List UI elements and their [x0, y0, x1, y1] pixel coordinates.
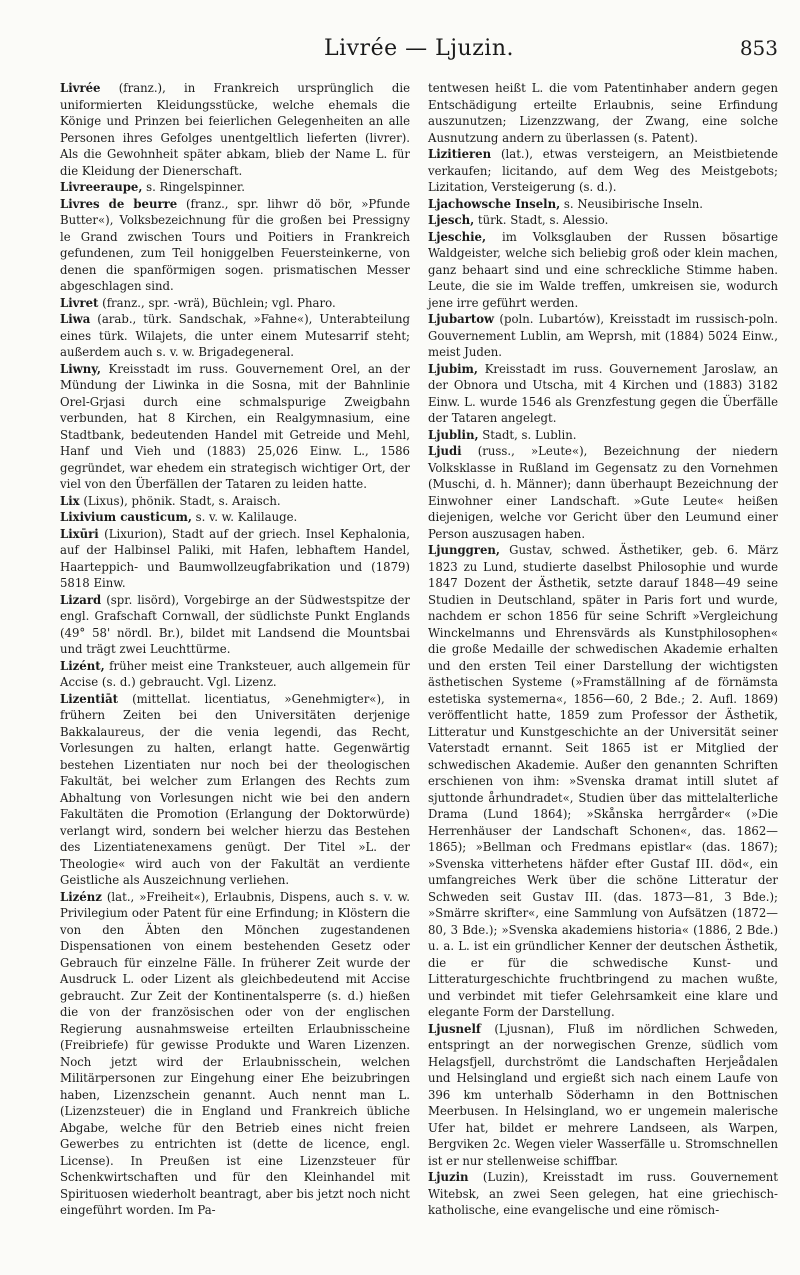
- entry-text: (mittellat. licentiatus, »Genehmigter«), in frühern Zeiten bei den Universitäten derjenige Bakkalaureus, der die venia legendi, das Recht, Vorlesungen zu halten, erlangt hatte. Gegenwärtig bestehen Lizentiaten nur noch bei der theologischen Fakultät, bei welcher zum Erlangen des Rechts zum Abhaltung von Vorlesungen nicht wie bei den andern Fakultäten die Promotion (Erlangung der Doktorwürde) verlangt wird, sondern bei welcher hierzu das Bestehen des Lizentiatenexamens genügt. Der Titel »L. der Theologie« wird auch von der Fakultät an verdiente Geistliche als Auszeichnung verliehen.: [60, 691, 410, 887]
- entry-text: s. v. w. Kalilauge.: [195, 510, 298, 524]
- entry-headword: Ljublin,: [428, 427, 479, 442]
- text-columns: [60, 80, 778, 1219]
- entry-text: (russ., »Leute«), Bezeichnung der niedern Volksklasse in Rußland im Gegensatz zu den Vornehmen (Muschi, d. h. Männer); dann überhaupt Bezeichnung der Einwohner einer Landschaft. »Gute Leute« heißen diejenigen, welche vor Gericht über den Leumund einer Person auszusagen haben.: [428, 444, 778, 541]
- dictionary-entry: [428, 1169, 778, 1219]
- entry-text: s. Neusibirische Inseln.: [563, 196, 704, 211]
- entry-headword: Lizitieren: [428, 147, 492, 161]
- dictionary-entry: [60, 889, 410, 1219]
- entry-headword: Ljachowsche Inseln,: [428, 196, 561, 211]
- dictionary-entry: [428, 443, 778, 542]
- entry-headword: Livrée: [60, 81, 101, 95]
- entry-text: (Ljusnan), Fluß im nördlichen Schweden, entspringt an der norwegischen Grenze, südlich vom Helagsfjell, durchströmt die Landschaften Herjeådalen und Helsingland und ergießt sich nach einem Laufe von 396 km unterhalb Söderhamn in den Bottnischen Meerbusen. In Helsingland, wo er ungemein malerische Ufer hat, bildet er mehrere Landseen, als Warpen, Bergviken 2c. Wegen vieler Wasserfälle u. Stromschnellen ist er nur stellenweise schiffbar.: [428, 1021, 778, 1168]
- entry-text: (spr. lisörd), Vorgebirge an der Südwestspitze der engl. Grafschaft Cornwall, der südlichste Punkt Englands (49° 58' nördl. Br.), bildet mit Landsend die Mountsbai und trägt zwei Leuchttürme.: [60, 592, 410, 656]
- entry-headword: Lizént,: [60, 658, 105, 673]
- entry-headword: Ljeschie,: [428, 229, 487, 244]
- entry-text: (Lixurion), Stadt auf der griech. Insel Kephalonia, auf der Halbinsel Paliki, mit Hafen, lebhaftem Handel, Haarteppich- und Baumwollzeugfabrikation und (1879) 5818 Einw.: [60, 526, 410, 590]
- dictionary-entry: [60, 361, 410, 493]
- entry-headword: Livret: [60, 295, 99, 310]
- page-header: [60, 36, 778, 70]
- dictionary-entry: [60, 179, 410, 196]
- entry-headword: Ljesch,: [428, 213, 475, 227]
- entry-text: Gustav, schwed. Ästhetiker, geb. 6. März 1823 zu Lund, studierte daselbst Philosophie und wurde 1847 Dozent der Ästhetik, setzte darauf 1848—49 seine Studien in Deutschland, später in Paris fort und wurde, nachdem er schon 1856 für seine Schrift »Vergleichung Winckelmanns und Ehrensvärds als Kunstphilosophen« die große Medaille der schwedischen Akademie erhalten und den ersten Teil einer Darstellung der wichtigsten ästhetischen Systeme (»Framställning af de förnämsta estetiska systemerna«, 1856—60, 2 Bde.; 2. Aufl. 1869) veröffentlicht hatte, 1859 zum Professor der Ästhetik, Litteratur und Kunstgeschichte an der Universität seiner Vaterstadt ernannt. Seit 1865 ist er Mitglied der schwedischen Akademie. Außer den genannten Schriften erschienen von ihm: »Svenska dramat intill slutet af sjuttonde århundradet«, Studien über das mittelalterliche Drama (Lund 1864); »Skånska herrgårder« (»Die Herrenhäuser der Landschaft Schonen«, das. 1862—1865); »Bellman och Fredmans epistlar« (das. 1867); »Svenska vitterhetens häfder efter Gustaf III. död«, ein umfangreiches Werk über die schöne Litteratur der Schweden seit Gustav III. (das. 1873—81, 3 Bde.); »Smärre skrifter«, eine Sammlung von Aufsätzen (1872—80, 3 Bde.); »Svenska akademiens historia« (1886, 2 Bde.) u. a. L. ist ein gründlicher Kenner der deutschen Ästhetik, die er für die schwedische Kunst- und Litteraturgeschichte fruchtbringend zu machen wußte, und verbindet mit tiefer Gelehrsamkeit eine klare und elegante Form der Darstellung.: [428, 543, 778, 1019]
- dictionary-entry: [60, 658, 410, 691]
- entry-text: (poln. Lubartów), Kreisstadt im russisch-poln. Gouvernement Lublin, am Weprsh, mit (1884) 5024 Einw., meist Juden.: [428, 312, 778, 359]
- entry-headword: Ljusnelf: [428, 1021, 481, 1036]
- entry-text: s. Ringelspinner.: [146, 180, 245, 194]
- dictionary-entry: [60, 592, 410, 658]
- entry-text: Kreisstadt im russ. Gouvernement Jaroslaw, an der Obnora und Utscha, mit 4 Kirchen und (1883) 3182 Einw. L. wurde 1546 als Grenzfestung gegen die Überfälle der Tataren angelegt.: [428, 361, 779, 425]
- entry-headword: Lixivium causticum,: [60, 510, 192, 524]
- entry-headword: Lizénz: [60, 889, 102, 904]
- entry-text: Stadt, s. Lublin.: [482, 427, 577, 442]
- running-head: Livrée — Ljuzin.: [323, 36, 514, 61]
- dictionary-entry: [428, 196, 778, 213]
- entry-headword: Liwny,: [60, 361, 101, 376]
- entry-text: früher meist eine Tranksteuer, auch allgemein für Accise (s. d.) gebraucht. Vgl. Lizenz.: [60, 658, 410, 689]
- dictionary-entry: [60, 311, 410, 361]
- entry-text: (Lixus), phönik. Stadt, s. Araisch.: [83, 493, 281, 508]
- dictionary-entry: [60, 80, 410, 179]
- entry-text: (franz., spr. -wrä), Büchlein; vgl. Pharo.: [102, 295, 336, 310]
- entry-headword: Liwa: [60, 312, 91, 326]
- dictionary-entry: [60, 509, 410, 526]
- entry-headword: Lix: [60, 493, 80, 508]
- entry-headword: Ljuzin: [428, 1170, 469, 1184]
- dictionary-entry: [428, 427, 778, 444]
- entry-text: tentwesen heißt L. die vom Patentinhaber andern gegen Entschädigung erteilte Erlaubnis, seine Erfindung auszunutzen; Lizenzzwang, der Zwang, eine solche Ausnutzung andern zu überlassen (s. Patent).: [428, 81, 778, 145]
- entry-headword: Lizentiāt: [60, 691, 119, 706]
- entry-headword: Livreeraupe,: [60, 180, 143, 194]
- entry-text: türk. Stadt, s. Alessio.: [477, 213, 609, 227]
- dictionary-entry: [428, 542, 778, 1021]
- entry-headword: Lizard: [60, 592, 102, 607]
- entry-headword: Ljudi: [428, 444, 462, 458]
- right-column: [428, 80, 778, 1219]
- dictionary-entry: [60, 295, 410, 312]
- entry-headword: Livres de beurre: [60, 196, 178, 211]
- dictionary-entry: [60, 196, 410, 295]
- entry-text: im Volksglauben der Russen bösartige Waldgeister, welche sich beliebig groß oder klein machen, ganz behaart sind und eine schreckliche Stimme haben. Leute, die sie im Walde treffen, umkreisen sie, wodurch jene irre geführt werden.: [428, 229, 779, 310]
- entry-text: Kreisstadt im russ. Gouvernement Orel, an der Mündung der Liwinka in die Sosna, mit der Bahnlinie Orel-Grjasi durch eine schmalspurige Zweigbahn verbunden, hat 8 Kirchen, ein Realgymnasium, eine Stadtbank, bedeutenden Handel mit Getreide und Mehl, Hanf und Vieh und (1883) 25,026 Einw. L., 1586 gegründet, war ehedem ein strategisch wichtiger Ort, der viel von den Überfällen der Tataren zu leiden hatte.: [60, 361, 410, 491]
- dictionary-entry: [428, 80, 778, 146]
- entry-text: (franz., spr. lihwr dö bör, »Pfunde Butter«), Volksbezeichnung für die großen bei Pressigny le Grand zwischen Tours und Poitiers in Frankreich gefundenen, zum Teil honiggelben Feuersteinkerne, von denen die spanförmigen sogen. prismatischen Messer abgeschlagen sind.: [60, 196, 410, 293]
- dictionary-entry: [60, 691, 410, 889]
- left-column: [60, 80, 410, 1219]
- dictionary-entry: [428, 311, 778, 361]
- dictionary-entry: [428, 229, 778, 312]
- entry-headword: Ljubartow: [428, 312, 495, 326]
- dictionary-entry: [428, 361, 778, 427]
- entry-text: (lat.), etwas versteigern, an Meistbietende verkaufen; licitando, auf dem Weg des Meistgebots; Lizitation, Versteigerung (s. d.).: [428, 147, 778, 194]
- entry-text: (Luzin), Kreisstadt im russ. Gouvernement Witebsk, an zwei Seen gelegen, hat eine griechisch-katholische, eine evangelische und eine römisch-: [428, 1170, 778, 1217]
- dictionary-entry: [60, 493, 410, 510]
- entry-headword: Lixūri: [60, 526, 99, 541]
- entry-text: (lat., »Freiheit«), Erlaubnis, Dispens, auch s. v. w. Privilegium oder Patent für eine Erfindung; in Klöstern die von den Äbten den Mönchen zugestandenen Dispensationen von einem bestehenden Gesetz oder Gebrauch für einzelne Fälle. In früherer Zeit wurde der Ausdruck L. oder Lizent als gleichbedeutend mit Accise gebraucht. Zur Zeit der Kontinentalsperre (s. d.) hießen die von der französischen oder von der englischen Regierung ausnahmsweise erteilten Erlaubnisscheine (Freibriefe) für gewisse Produkte und Waren Lizenzen. Noch jetzt wird der Erlaubnisschein, welchen Militärpersonen zur Eingehung einer Ehe beizubringen haben, Lizenzschein genannt. Auch nennt man L. (Lizenzsteuer) die in England und Frankreich übliche Abgabe, welche für den Betrieb eines nicht freien Gewerbes zu entrichten ist (dette de licence, engl. License). In Preußen ist eine Lizenzsteuer für Schenkwirtschaften und für den Kleinhandel mit Spirituosen wiederholt beantragt, aber bis jetzt noch nicht eingeführt worden. Im Pa-: [60, 889, 410, 1217]
- dictionary-entry: [428, 1021, 778, 1170]
- entry-headword: Ljunggren,: [428, 543, 500, 557]
- dictionary-entry: [60, 526, 410, 592]
- entry-text: (arab., türk. Sandschak, »Fahne«), Unterabteilung eines türk. Wilajets, die unter einem Mutesarrif steht; außerdem auch s. v. w. Brigadegeneral.: [60, 312, 411, 359]
- page-number: 853: [739, 36, 778, 60]
- entry-text: (franz.), in Frankreich ursprünglich die uniformierten Kleidungsstücke, welche ehemals die Könige und Prinzen bei feierlichen Gelegenheiten an alle Personen ihres Gefolges unentgeltlich lieferten (livrer). Als die Gewohnheit später abkam, blieb der Name L. für die Kleidung der Dienerschaft.: [60, 81, 410, 178]
- entry-headword: Ljubim,: [428, 361, 478, 376]
- dictionary-entry: [428, 146, 778, 196]
- dictionary-entry: [428, 212, 778, 229]
